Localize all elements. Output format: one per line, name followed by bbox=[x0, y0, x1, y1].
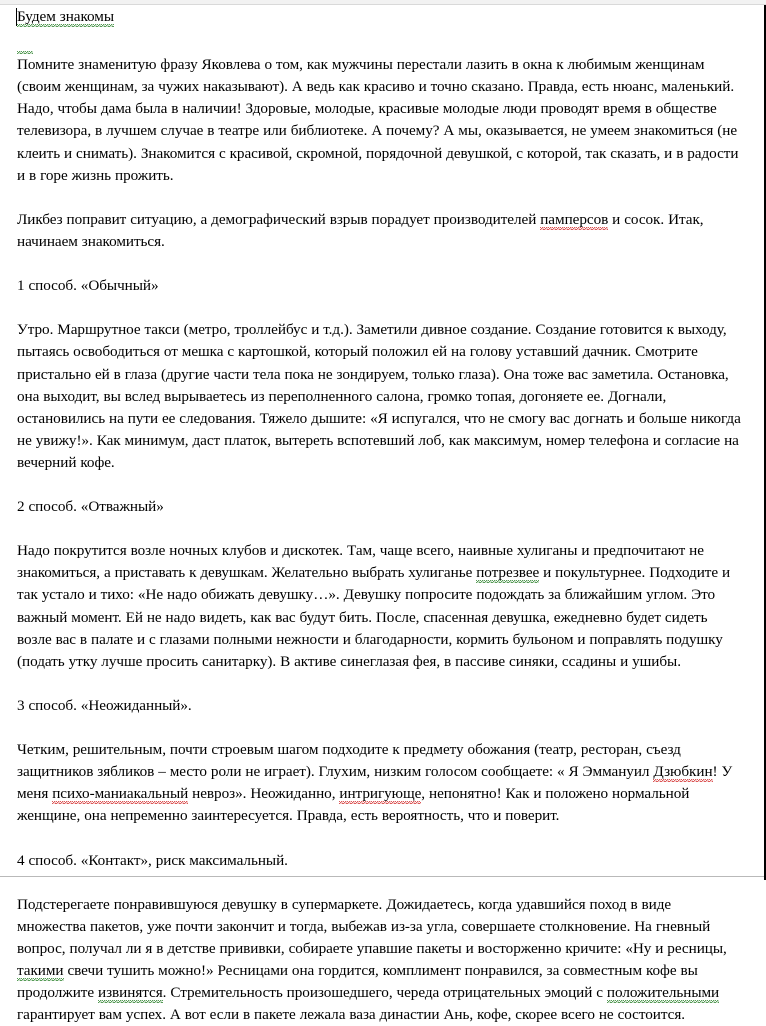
blank-line-10 bbox=[17, 872, 743, 894]
grammar-word-izvinyatsya[interactable]: извинятся bbox=[98, 984, 163, 1002]
method-3-text-mid-1: ! У меня bbox=[17, 763, 733, 803]
blank-line-4 bbox=[17, 297, 743, 319]
grammar-word-polozhitelnymi[interactable]: положительными bbox=[606, 984, 720, 1002]
paragraph-method-3[interactable] bbox=[17, 739, 743, 827]
paragraph-method-4[interactable] bbox=[17, 894, 743, 1026]
blank-line-6 bbox=[17, 518, 743, 540]
page-top-edge bbox=[0, 0, 766, 5]
title-text: Будем знакомы bbox=[17, 8, 114, 25]
method-3-text-mid-2: невроз». Неожиданно, bbox=[188, 785, 340, 803]
method-4-text-mid-2: . Стремительность произошедшего, череда отрицательных эмоций с bbox=[162, 984, 607, 1002]
likbez-text-before: Ликбез поправит ситуацию, а демографический взрыв порадует производителей bbox=[17, 210, 541, 228]
method-4-text-mid-1: свечи тушить можно!» Ресницами она гордится, комплимент понравился, за совместным кофе вы продолжите bbox=[17, 962, 698, 1002]
method-2-text-after: и покультурнее. Подходите и так устало и тихо: «Не надо обижать девушку…». Девушку попросите подождать за ближайшим углом. Это важный момент. Ей не надо видеть, как вас будут бить. После, спасенная девушка, ежедневно будет сидеть возле вас в палате и с глазами полными нежности и благодарности, кормить бульоном и поправлять подушку (подать утку лучше просить санитарку). В активе синеглазая фея, в пассиве синяки, ссадины и ушибы. bbox=[17, 564, 731, 670]
heading-method-1[interactable] bbox=[17, 275, 743, 297]
paragraph-intro[interactable] bbox=[17, 54, 743, 187]
misspelled-word-pampersov[interactable]: памперсов bbox=[540, 210, 609, 228]
method-3-text-after: , непонятно! Как и положено нормальной женщине, она непременно заинтересуется. Правда, есть вероятность, что и поверит. bbox=[17, 785, 690, 825]
method-4-text-before: Подстерегаете понравившуюся девушку в супермаркете. Дожидаетесь, когда удавшийся поход в виде множества пакетов, уже почти закончит и тогда, выбежав из-за угла, совершаете столкновение. На гневный вопрос, получал ли я в детстве прививки, собираете упавшие пакеты и восторженно кричите: «Ну и ресницы, bbox=[17, 895, 727, 957]
heading-method-3-text: 3 способ. «Неожиданный». bbox=[17, 696, 192, 714]
likbez-text-after: и сосок. Итак, начинаем знакомиться. bbox=[17, 210, 704, 250]
blank-line-8 bbox=[17, 717, 743, 739]
method-2-text-before: Надо покрутится возле ночных клубов и дискотек. Там, чаще всего, наивные хулиганы и предпочитают не знакомиться, а приставать к девушкам. Желательно выбрать хулиганье bbox=[17, 542, 704, 582]
method-3-text-before: Четким, решительным, почти строевым шагом подходите к предмету обожания (театр, ресторан, съезд защитников зябликов – место роли не играет). Глухим, низким голосом сообщаете: « Я Эммануил bbox=[17, 741, 681, 781]
paragraph-intro-text: Помните знаменитую фразу Яковлева о том, как мужчины перестали лазить в окна к любимым женщинам (своим женщинам, за чужих наказывают). А ведь как красиво и точно сказано. Правда, есть нюанс, маленький. Надо, чтобы дама была в наличии! Здоровые, молодые, красивые молодые люди проводят время в обществе телевизора, в лучшем случае в театре или библиотеке. А почему? А мы, оказывается, не умеем знакомиться (не клеить и снимать). Знакомится с красивой, скромной, порядочной девушкой, с которой, так сказать, и в радости и в горе жизнь прожить. bbox=[17, 56, 739, 184]
blank-line-1 bbox=[17, 28, 743, 50]
blank-line-9 bbox=[17, 827, 743, 849]
paragraph-method-2[interactable] bbox=[17, 540, 743, 673]
heading-method-1-text: 1 способ. «Обычный» bbox=[17, 277, 159, 295]
paragraph-likbez[interactable] bbox=[17, 209, 743, 253]
misspelled-word-intriguyushche[interactable]: интригующе bbox=[339, 785, 422, 803]
blank-line-5 bbox=[17, 474, 743, 496]
heading-method-2[interactable] bbox=[17, 496, 743, 518]
grammar-word-potrezvee[interactable]: потрезвее bbox=[476, 564, 540, 582]
misspelled-word-psiho-maniakalnyy[interactable]: психо-маниакальный bbox=[52, 785, 189, 803]
blank-line-7 bbox=[17, 673, 743, 695]
misspelled-word-dzyubkin[interactable]: Дзюбкин bbox=[653, 763, 713, 781]
heading-method-4-text: 4 способ. «Контакт», риск максимальный. bbox=[17, 851, 288, 869]
heading-method-2-text: 2 способ. «Отважный» bbox=[17, 498, 164, 516]
method-4-text-after: гарантирует вам успех. А вот если в пакете лежала ваза династии Ань, кофе, скорее всего не состоится. bbox=[17, 1006, 686, 1024]
page-bottom-edge bbox=[0, 876, 764, 880]
heading-method-4[interactable] bbox=[17, 850, 743, 872]
grammar-word-takimi[interactable]: такими bbox=[17, 962, 64, 980]
document-title[interactable] bbox=[17, 6, 743, 28]
paragraph-method-1[interactable] bbox=[17, 319, 743, 474]
paragraph-method-1-text: Утро. Маршрутное такси (метро, троллейбус и т.д.). Заметили дивное создание. Создание готовится к выходу, пытаясь освободиться от мешка с картошкой, который положил ей на голову уставший дачник. Смотрите пристально ей в глаза (другие части тела пока не зондируем, только глаза). Она тоже вас заметила. Остановка, она выходит, вы вслед вырываетесь из переполненного салона, громко топая, догоняете ее. Догнали, остановились на пути ее следования. Тяжело дышите: «Я испугался, что не смогу вас догнать и больше никогда не увижу!». Как минимум, даст платок, вытереть вспотевший лоб, как максимум, номер телефона и согласие на вечерний кофе. bbox=[17, 321, 741, 471]
heading-method-3[interactable] bbox=[17, 695, 743, 717]
blank-line-3 bbox=[17, 253, 743, 275]
document-text-body[interactable] bbox=[17, 6, 743, 1026]
blank-line-2 bbox=[17, 187, 743, 209]
